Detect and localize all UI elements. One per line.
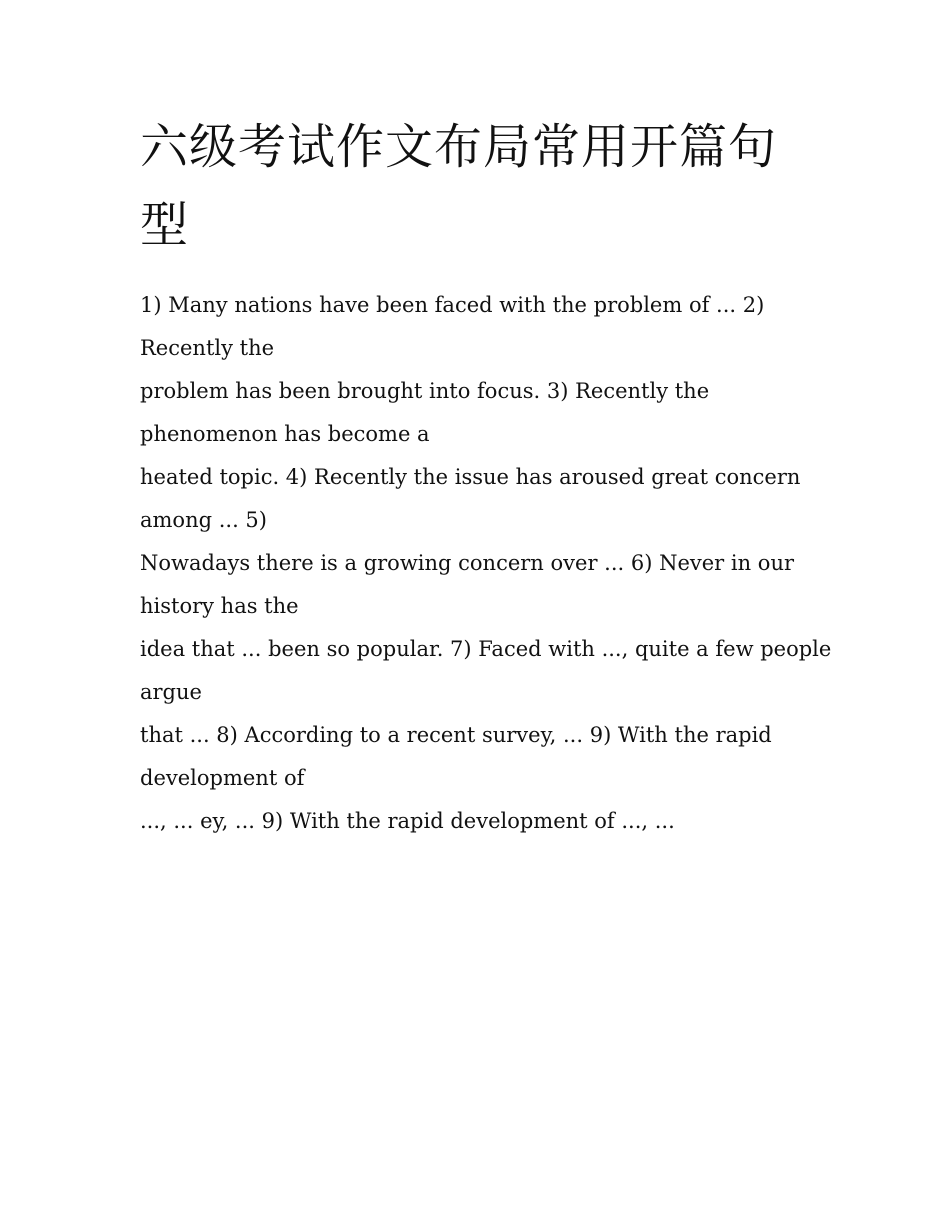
body-line: among ... 5) [140,508,267,532]
body-line: Nowadays there is a growing concern over ... 6) Never in our [140,551,795,575]
document-page [140,108,832,843]
document-body [140,284,832,843]
body-line: phenomenon has become a [140,422,430,446]
body-line: development of [140,766,305,790]
body-line: heated topic. 4) Recently the issue has aroused great concern [140,465,801,489]
body-line: 1) Many nations have been faced with the problem of ... 2) [140,293,765,317]
body-line: ..., ... ey, ... 9) With the rapid development of ..., ... [140,809,675,833]
body-line: Recently the [140,336,275,360]
body-line: problem has been brought into focus. 3) Recently the [140,379,710,403]
body-line: that ... 8) According to a recent survey, ... 9) With the rapid [140,723,772,747]
body-line: history has the [140,594,299,618]
document-title: 六级考试作文布局常用开篇句型 [140,119,778,253]
body-line: idea that ... been so popular. 7) Faced with ..., quite a few people [140,637,832,661]
body-line: argue [140,680,202,704]
